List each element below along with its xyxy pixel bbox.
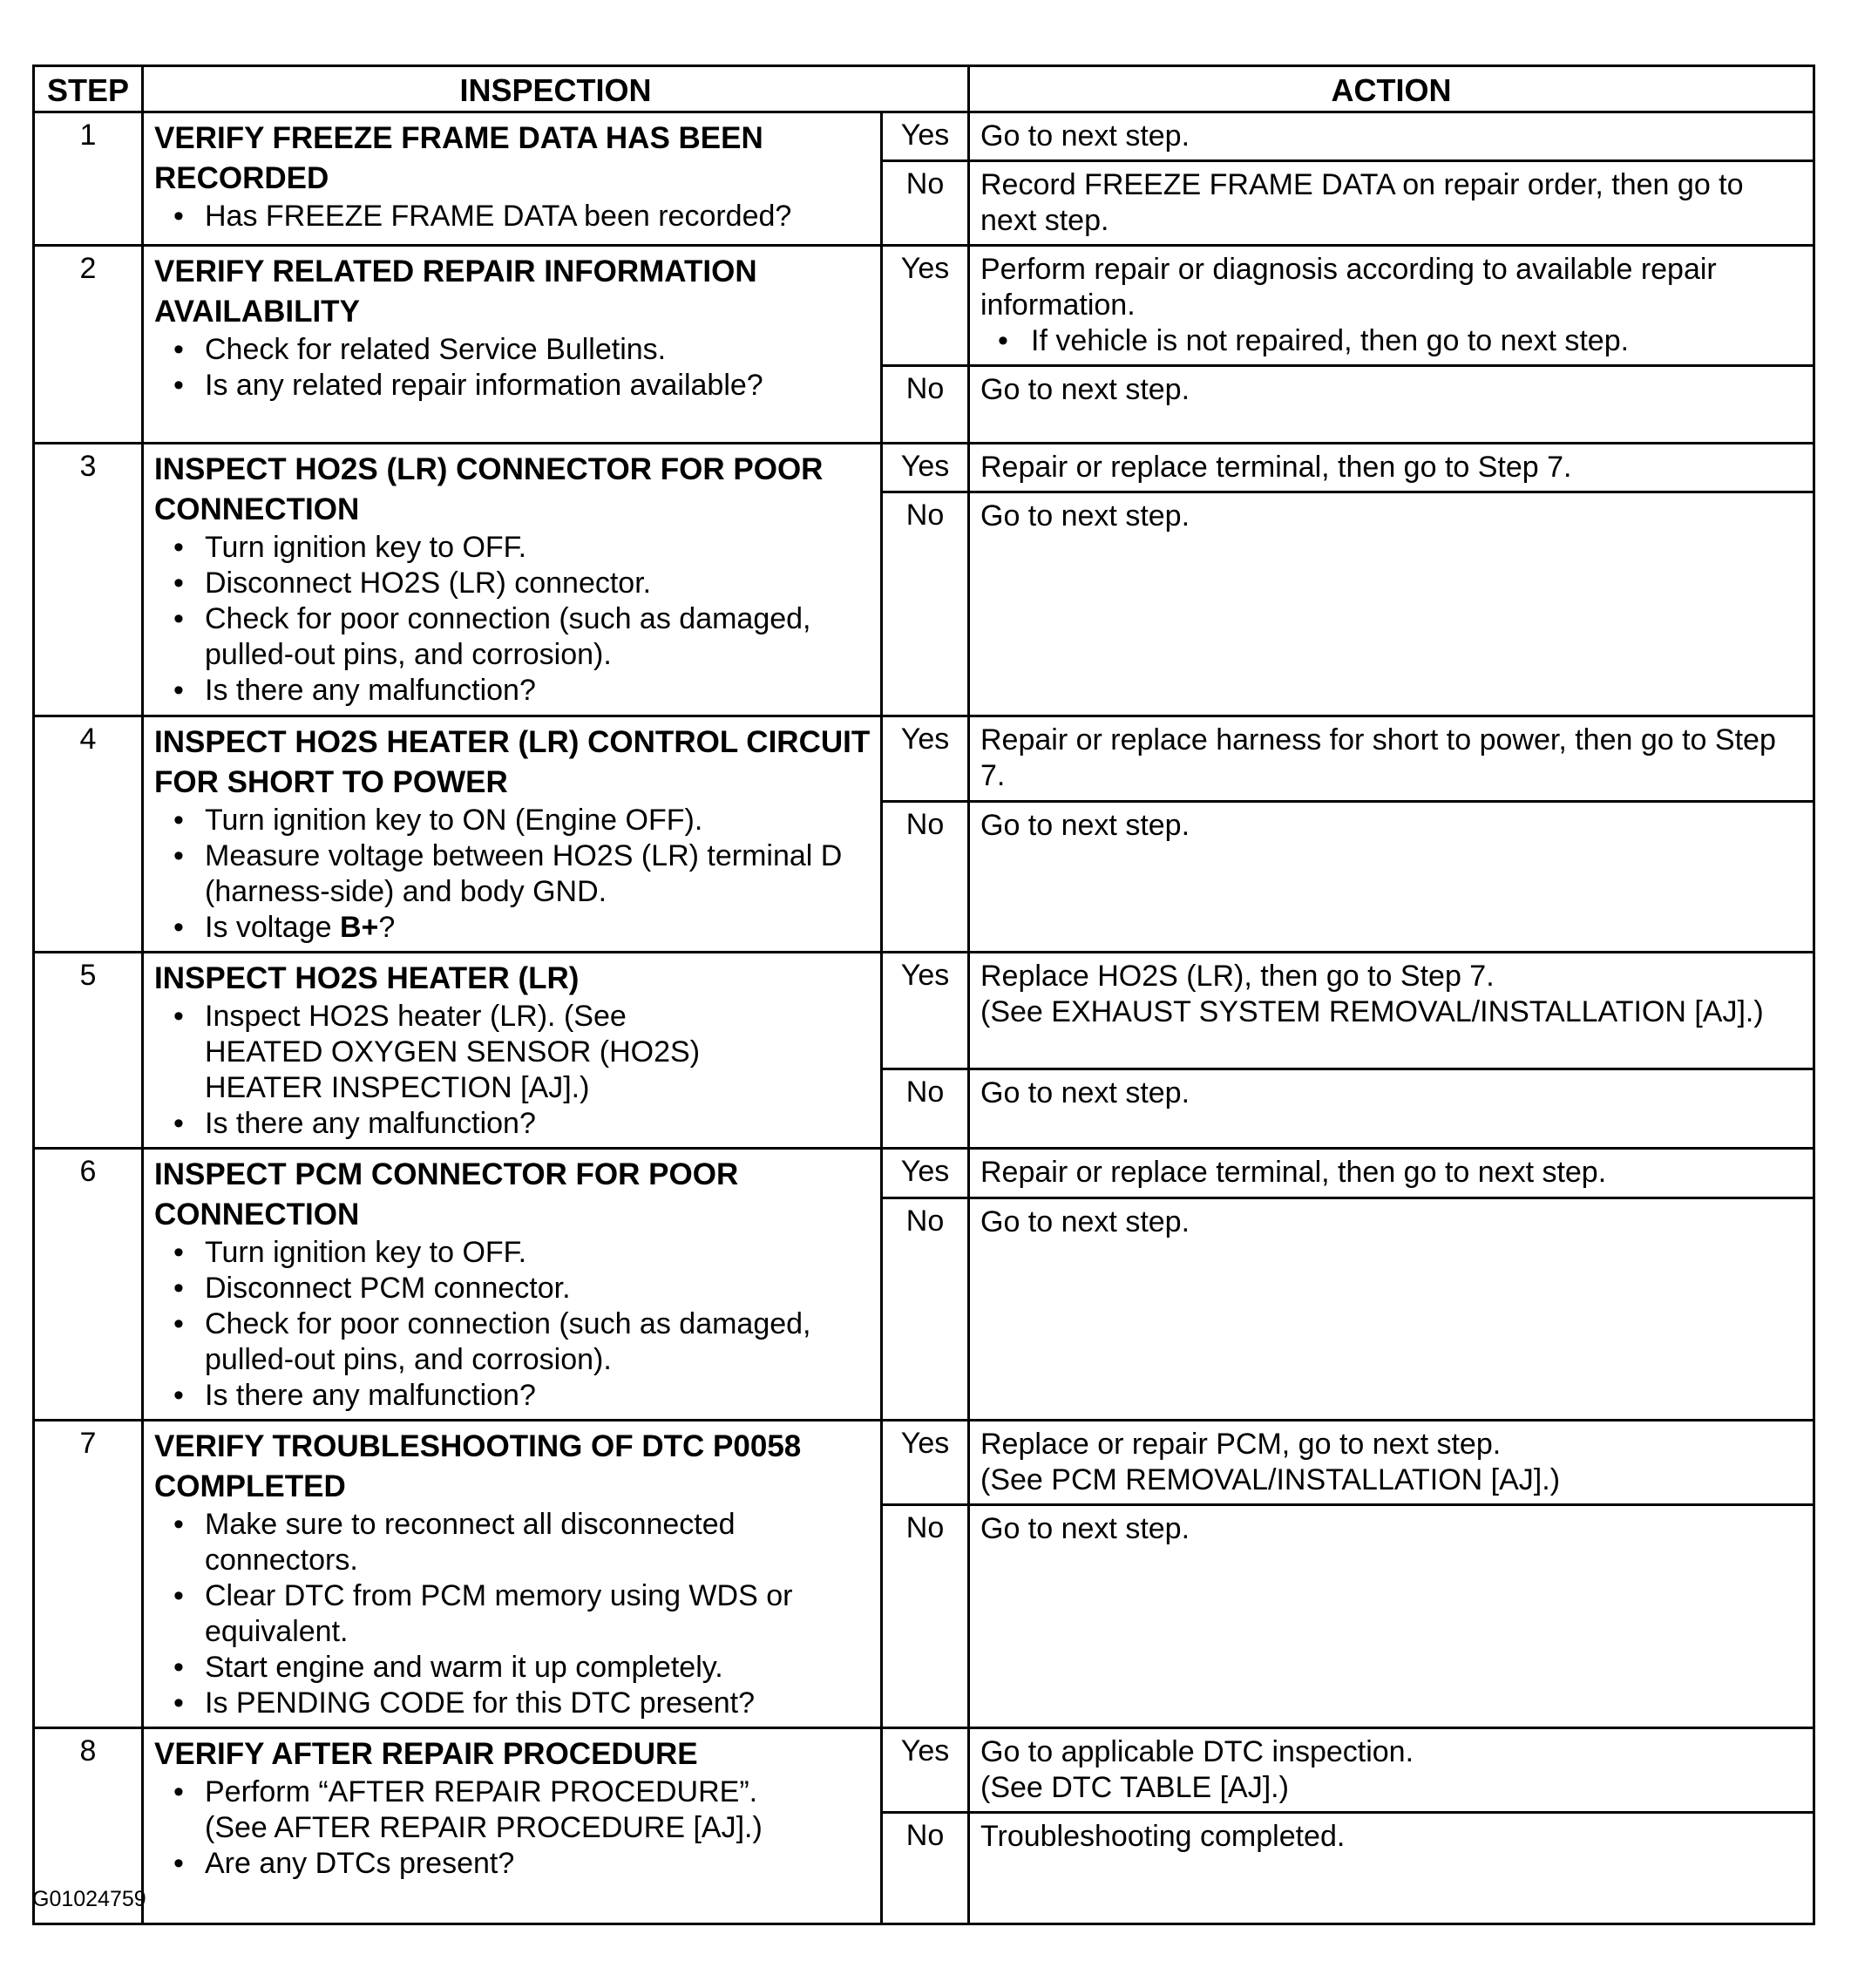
list-item: • Perform “AFTER REPAIR PROCEDURE”. (See AFTER REPAIR PROCEDURE [AJ].) — [154, 1774, 871, 1846]
header-step: STEP — [34, 66, 143, 112]
voltage-question-prefix: Is voltage — [205, 911, 340, 944]
no-label: No — [882, 161, 969, 246]
list-item: • Turn ignition key to OFF. — [154, 530, 871, 566]
yes-action: Repair or replace terminal, then go to Step 7. — [969, 444, 1814, 492]
inspection-title: INSPECT PCM CONNECTOR FOR POOR CONNECTION — [154, 1157, 739, 1231]
inspection-cell — [143, 953, 882, 1149]
inspection-cell — [143, 1728, 882, 1924]
inspection-title: INSPECT HO2S HEATER (LR) CONTROL CIRCUIT FOR SHORT TO POWER — [154, 725, 871, 799]
inspection-bullets — [154, 332, 871, 404]
inspection-title: VERIFY FREEZE FRAME DATA HAS BEEN RECORDED — [154, 121, 763, 195]
yes-action: Go to next step. — [969, 112, 1814, 161]
inspection-cell — [143, 716, 882, 953]
yes-action: Repair or replace terminal, then go to next step. — [969, 1149, 1814, 1198]
yes-action-reference: (See DTC TABLE [AJ].) — [980, 1771, 1289, 1804]
step-number: 6 — [34, 1149, 143, 1421]
table-row — [34, 246, 1814, 366]
inspection-title: INSPECT HO2S (LR) CONNECTOR FOR POOR CONNECTION — [154, 452, 824, 526]
inspection-cell — [143, 444, 882, 716]
yes-label: Yes — [882, 1728, 969, 1813]
list-item: • Turn ignition key to ON (Engine OFF). — [154, 803, 871, 838]
yes-label: Yes — [882, 444, 969, 492]
inspection-bullets — [154, 999, 871, 1142]
list-item: • Turn ignition key to OFF. — [154, 1235, 871, 1271]
inspection-cell — [143, 1421, 882, 1728]
inspection-cell — [143, 1149, 882, 1421]
yes-action-cell — [969, 1421, 1814, 1505]
no-action: Go to next step. — [969, 801, 1814, 952]
inspection-title: VERIFY TROUBLESHOOTING OF DTC P0058 COMPLETED — [154, 1429, 802, 1503]
header-inspection: INSPECTION — [143, 66, 969, 112]
list-item: • Is there any malfunction? — [154, 1378, 871, 1414]
header-action: ACTION — [969, 66, 1814, 112]
yes-action-cell — [969, 246, 1814, 366]
figure-id: G01024759 — [32, 1887, 146, 1911]
diagnostic-table-container — [32, 64, 1813, 1925]
table-row — [34, 1421, 1814, 1505]
voltage-value: B+ — [339, 911, 379, 944]
step-number: 1 — [34, 112, 143, 246]
no-action: Go to next step. — [969, 1069, 1814, 1149]
list-item: • Start engine and warm it up completely. — [154, 1650, 871, 1686]
list-item: • Make sure to reconnect all disconnected connectors. — [154, 1507, 871, 1578]
table-header-row — [34, 66, 1814, 112]
yes-action-cell — [969, 953, 1814, 1069]
list-item: • Is there any malfunction? — [154, 673, 871, 709]
diagnostic-table — [32, 64, 1815, 1925]
list-item: • Check for related Service Bulletins. — [154, 332, 871, 368]
inspection-cell — [143, 112, 882, 246]
table-row — [34, 953, 1814, 1069]
step-number: 3 — [34, 444, 143, 716]
no-label: No — [882, 1505, 969, 1728]
voltage-question-suffix: ? — [378, 911, 396, 944]
yes-action-reference: (See PCM REMOVAL/INSTALLATION [AJ].) — [980, 1463, 1561, 1496]
no-label: No — [882, 801, 969, 952]
yes-action: Go to applicable DTC inspection. — [980, 1735, 1414, 1768]
yes-label: Yes — [882, 1421, 969, 1505]
inspection-bullets — [154, 199, 871, 234]
no-action: Go to next step. — [969, 366, 1814, 444]
step-number: 5 — [34, 953, 143, 1149]
list-item: • Is there any malfunction? — [154, 1106, 871, 1142]
yes-action: Replace HO2S (LR), then go to Step 7. — [980, 960, 1495, 993]
list-item: • Is PENDING CODE for this DTC present? — [154, 1686, 871, 1721]
no-label: No — [882, 1069, 969, 1149]
inspection-title: INSPECT HO2S HEATER (LR) — [154, 961, 580, 995]
yes-action: Perform repair or diagnosis according to available repair information. — [980, 253, 1717, 322]
yes-action: Replace or repair PCM, go to next step. — [980, 1428, 1502, 1461]
no-action: Troubleshooting completed. — [969, 1813, 1814, 1924]
list-item: • Has FREEZE FRAME DATA been recorded? — [154, 199, 871, 234]
list-item — [154, 910, 871, 946]
step-number: 7 — [34, 1421, 143, 1728]
list-item: • Check for poor connection (such as damaged, pulled-out pins, and corrosion). — [154, 601, 871, 673]
yes-label: Yes — [882, 953, 969, 1069]
action-bullets — [980, 323, 1806, 359]
no-label: No — [882, 366, 969, 444]
list-item: • Inspect HO2S heater (LR). (See HEATED OXYGEN SENSOR (HO2S) HEATER INSPECTION [AJ].) — [154, 999, 871, 1106]
no-action: Record FREEZE FRAME DATA on repair order, then go to next step. — [969, 161, 1814, 246]
inspection-title: VERIFY AFTER REPAIR PROCEDURE — [154, 1737, 698, 1771]
list-item: • Disconnect HO2S (LR) connector. — [154, 566, 871, 601]
step-number: 2 — [34, 246, 143, 444]
inspection-title: VERIFY RELATED REPAIR INFORMATION AVAILABILITY — [154, 254, 757, 329]
yes-label: Yes — [882, 246, 969, 366]
no-action: Go to next step. — [969, 1505, 1814, 1728]
no-label: No — [882, 492, 969, 716]
step-number: 8 — [34, 1728, 143, 1924]
inspection-bullets — [154, 530, 871, 709]
list-item: • Measure voltage between HO2S (LR) terminal D (harness-side) and body GND. — [154, 838, 871, 910]
yes-action-cell — [969, 1728, 1814, 1813]
table-row — [34, 1149, 1814, 1198]
yes-label: Yes — [882, 112, 969, 161]
inspection-bullets — [154, 1235, 871, 1414]
yes-action-reference: (See EXHAUST SYSTEM REMOVAL/INSTALLATION [AJ].) — [980, 995, 1764, 1028]
no-action: Go to next step. — [969, 1198, 1814, 1420]
list-item: • Disconnect PCM connector. — [154, 1271, 871, 1306]
table-row — [34, 444, 1814, 492]
list-item: • Is any related repair information available? — [154, 368, 871, 404]
table-row — [34, 716, 1814, 802]
no-action: Go to next step. — [969, 492, 1814, 716]
list-item: • Clear DTC from PCM memory using WDS or equivalent. — [154, 1578, 871, 1650]
yes-label: Yes — [882, 716, 969, 802]
yes-label: Yes — [882, 1149, 969, 1198]
no-label: No — [882, 1198, 969, 1420]
list-item: • Check for poor connection (such as damaged, pulled-out pins, and corrosion). — [154, 1306, 871, 1378]
inspection-cell — [143, 246, 882, 444]
no-label: No — [882, 1813, 969, 1924]
inspection-bullets — [154, 1774, 871, 1882]
inspection-bullets — [154, 803, 871, 946]
yes-action: Repair or replace harness for short to power, then go to Step 7. — [969, 716, 1814, 802]
list-item: • If vehicle is not repaired, then go to next step. — [980, 323, 1806, 359]
list-item: • Are any DTCs present? — [154, 1846, 871, 1882]
table-row — [34, 1728, 1814, 1813]
inspection-bullets — [154, 1507, 871, 1721]
step-number: 4 — [34, 716, 143, 953]
table-row — [34, 112, 1814, 161]
